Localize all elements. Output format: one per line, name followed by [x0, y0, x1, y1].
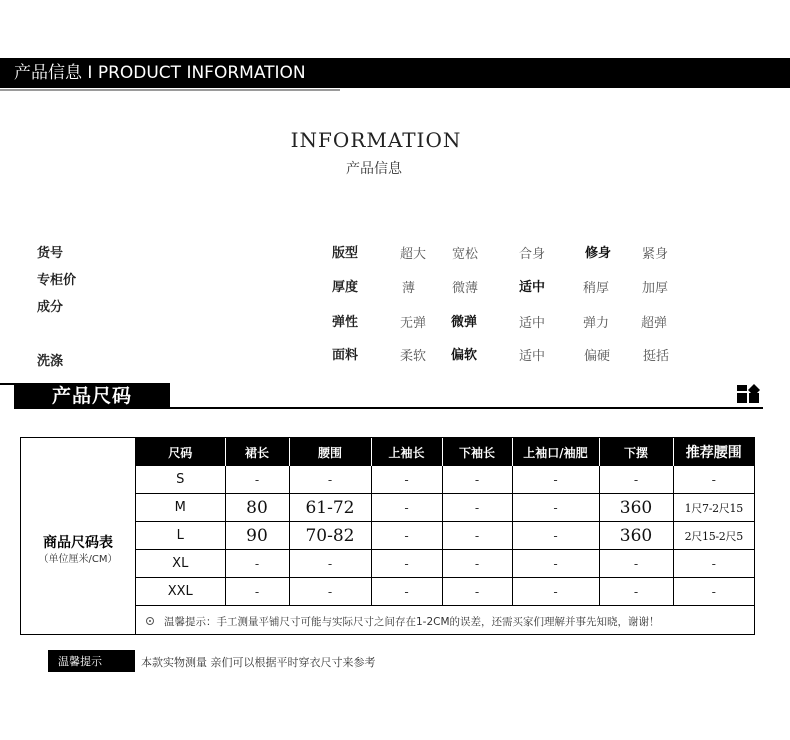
attr-thickness-option: 加厚	[642, 281, 669, 296]
table-cell: 90	[225, 522, 289, 550]
table-cell: 360	[599, 494, 673, 522]
attr-fit-option-selected: 修身	[585, 246, 612, 261]
table-cell: L	[136, 522, 225, 550]
table-cell: -	[442, 522, 512, 550]
table-row	[136, 578, 754, 606]
info-title: INFORMATION	[290, 128, 462, 152]
attr-thickness-option: 稍厚	[583, 281, 610, 296]
attr-fit-option: 超大	[400, 247, 427, 262]
grid-icon	[736, 384, 760, 404]
table-cell: -	[512, 550, 599, 578]
attr-fabric-option-selected: 偏软	[451, 348, 478, 363]
table-cell: -	[371, 550, 442, 578]
table-cell: -	[442, 550, 512, 578]
table-header-row	[136, 438, 754, 466]
table-cell: -	[673, 578, 754, 606]
table-cell: -	[512, 466, 599, 494]
table-cell: -	[599, 578, 673, 606]
attr-elasticity-option: 超弹	[641, 316, 668, 331]
table-cell: -	[225, 466, 289, 494]
table-cell: XXL	[136, 578, 225, 606]
table-row	[136, 466, 754, 494]
table-cell: -	[512, 578, 599, 606]
section-title: 产品尺码	[51, 385, 132, 407]
table-cell: -	[371, 494, 442, 522]
table-cell: 61-72	[289, 494, 371, 522]
attr-thickness-name: 厚度	[332, 280, 359, 295]
attr-fabric-option: 适中	[519, 349, 546, 364]
attr-fabric-option: 柔软	[400, 349, 427, 364]
column-header: 推荐腰围	[673, 438, 754, 466]
attr-fabric-name: 面料	[332, 348, 359, 363]
table-cell: -	[442, 578, 512, 606]
table-cell: M	[136, 494, 225, 522]
info-subtitle: 产品信息	[346, 161, 402, 177]
tip-label: 温馨提示	[58, 655, 102, 668]
table-cell: -	[371, 466, 442, 494]
attr-thickness-option: 微薄	[452, 281, 479, 296]
column-header: 下摆	[599, 438, 673, 466]
table-cell: -	[289, 466, 371, 494]
column-header: 上袖口/袖肥	[512, 438, 599, 466]
bullet-dot	[149, 620, 151, 622]
table-cell: -	[225, 578, 289, 606]
label-composition: 成分	[37, 300, 64, 315]
attr-elasticity-name: 弹性	[332, 315, 359, 330]
table-row	[136, 522, 754, 550]
attr-elasticity-option: 弹力	[583, 316, 610, 331]
size-table-unit: （单位厘米/CM）	[38, 554, 118, 565]
table-cell: -	[512, 494, 599, 522]
table-cell: 2尺15-2尺5	[673, 522, 754, 550]
table-cell: 1尺7-2尺15	[673, 494, 754, 522]
size-table	[136, 438, 754, 606]
table-cell: 360	[599, 522, 673, 550]
table-cell: -	[599, 466, 673, 494]
attr-elasticity-option: 无弹	[400, 316, 427, 331]
attr-fit-option: 宽松	[452, 247, 479, 262]
attr-fabric-option: 偏硬	[584, 349, 611, 364]
table-cell: -	[371, 522, 442, 550]
column-header: 尺码	[136, 438, 225, 466]
table-cell: -	[673, 550, 754, 578]
label-item-number: 货号	[37, 246, 64, 261]
label-counter-price: 专柜价	[37, 273, 77, 288]
table-cell: 70-82	[289, 522, 371, 550]
column-header: 腰围	[289, 438, 371, 466]
table-row	[136, 550, 754, 578]
table-cell: -	[289, 578, 371, 606]
size-note: 温馨提示：手工测量平铺尺寸可能与实际尺寸之间存在1-2CM的误差，还需买家们理解并事先知晓，谢谢！	[164, 616, 660, 628]
attr-thickness-option-selected: 适中	[519, 280, 546, 295]
table-cell: -	[673, 466, 754, 494]
attr-fit-name: 版型	[332, 246, 359, 261]
attr-fabric-option: 挺括	[643, 349, 670, 364]
label-washing: 洗涤	[37, 354, 64, 369]
table-cell: XL	[136, 550, 225, 578]
column-header: 上袖长	[371, 438, 442, 466]
tip-text: 本款实物测量 亲们可以根据平时穿衣尺寸来参考	[141, 656, 376, 669]
table-cell: 80	[225, 494, 289, 522]
attr-elasticity-option: 适中	[519, 316, 546, 331]
attr-elasticity-option-selected: 微弹	[451, 315, 478, 330]
attr-thickness-option: 薄	[402, 281, 416, 296]
table-row	[136, 494, 754, 522]
size-table-title: 商品尺码表	[43, 535, 113, 551]
table-cell: -	[289, 550, 371, 578]
table-cell: -	[442, 466, 512, 494]
table-cell: -	[225, 550, 289, 578]
column-header: 下袖长	[442, 438, 512, 466]
table-cell: S	[136, 466, 225, 494]
table-cell: -	[371, 578, 442, 606]
banner-title: 产品信息 I PRODUCT INFORMATION	[14, 63, 306, 83]
table-cell: -	[599, 550, 673, 578]
attr-fit-option: 合身	[519, 247, 546, 262]
table-cell: -	[512, 522, 599, 550]
banner-underline	[0, 89, 340, 91]
table-cell: -	[442, 494, 512, 522]
attr-fit-option: 紧身	[642, 247, 669, 262]
column-header: 裙长	[225, 438, 289, 466]
section-header-notch	[0, 383, 14, 385]
